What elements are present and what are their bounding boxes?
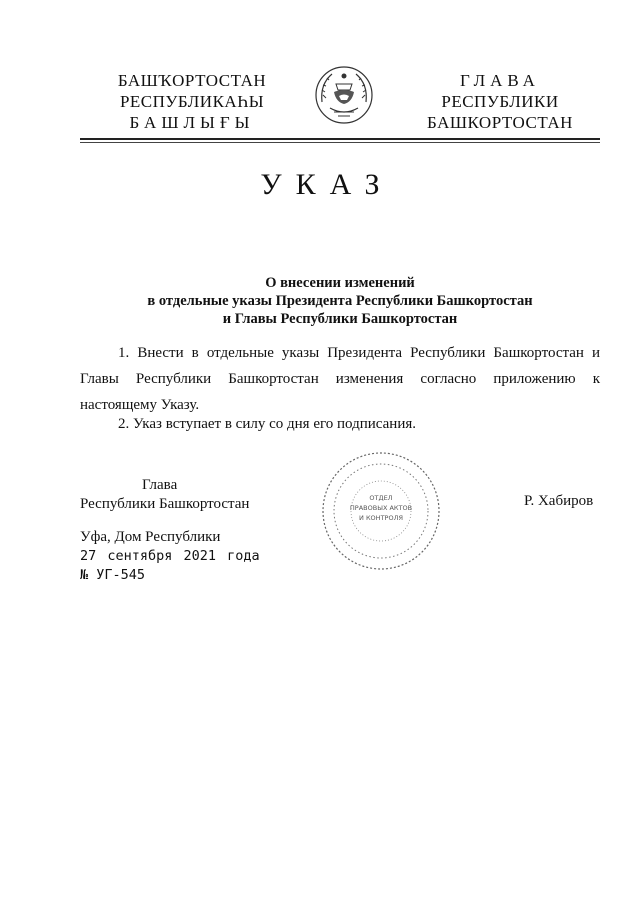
document-date: 27 сентября 2021 года bbox=[80, 548, 260, 564]
document-title: УКАЗ bbox=[260, 168, 394, 201]
signatory-role: Глава bbox=[142, 477, 178, 493]
subject-line: О внесении изменений bbox=[265, 275, 415, 291]
stamp-text-line: И КОНТРОЛЯ bbox=[359, 514, 403, 522]
header-right-line: БАШКОРТОСТАН bbox=[427, 113, 573, 132]
header-left-line: РЕСПУБЛИКАҺЫ bbox=[119, 92, 265, 111]
stamp-text-line: ОТДЕЛ bbox=[369, 494, 393, 502]
subject-line: и Главы Республики Башкортостан bbox=[222, 311, 458, 327]
header-right-line: ГЛАВА bbox=[460, 71, 540, 90]
official-round-stamp-icon bbox=[318, 448, 444, 574]
document-number: № УГ-545 bbox=[80, 567, 146, 583]
place-of-signing: Уфа, Дом Республики bbox=[80, 529, 221, 545]
signatory-title bbox=[80, 476, 249, 514]
header-right-line: РЕСПУБЛИКИ bbox=[441, 92, 559, 111]
bashkortostan-coat-of-arms-icon bbox=[312, 62, 376, 128]
paragraph-1-text: 1. Внести в отдельные указы Президента Республики Башкортостан и Главы Республики Башкортостан изменения согласно приложению к настоящему Указу. bbox=[80, 345, 600, 413]
header-divider-thin bbox=[80, 142, 600, 143]
signatory-name: Р. Хабиров bbox=[524, 493, 594, 509]
paragraph-1 bbox=[80, 340, 600, 418]
header-right-block bbox=[400, 70, 600, 133]
stamp-text-line: ПРАВОВЫХ АКТОВ bbox=[349, 504, 413, 512]
header-divider-thick bbox=[80, 138, 600, 140]
header-left-block bbox=[92, 70, 292, 133]
header-left-line: БАШЛЫҒЫ bbox=[129, 113, 255, 132]
header-left-line: БАШҠОРТОСТАН bbox=[117, 71, 267, 90]
subject-line: в отдельные указы Президента Республики Башкортостан bbox=[147, 293, 533, 309]
document-subject bbox=[90, 274, 590, 328]
paragraph-2: 2. Указ вступает в силу со дня его подписания. bbox=[118, 416, 416, 432]
signatory-region: Республики Башкортостан bbox=[80, 496, 250, 512]
